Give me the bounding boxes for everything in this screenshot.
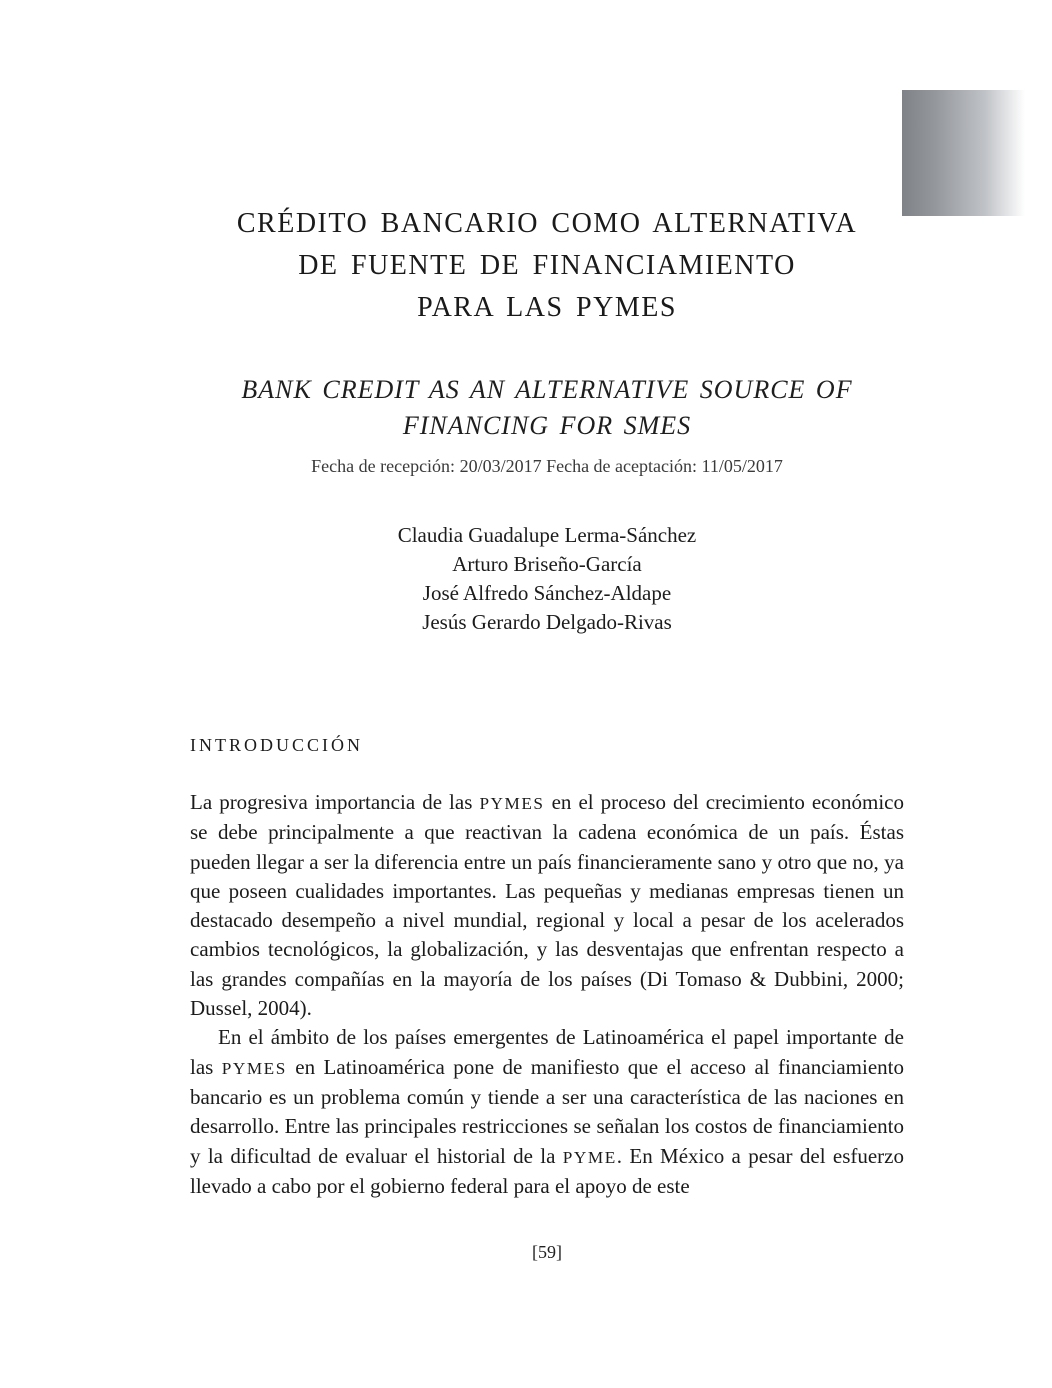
title-line-3: PARA LAS PYMES <box>417 292 677 323</box>
subtitle-line-1: BANK CREDIT AS AN ALTERNATIVE SOURCE OF <box>241 375 853 404</box>
corner-gradient-decoration <box>902 90 1052 216</box>
author-name: Arturo Briseño-García <box>452 552 642 576</box>
reception-acceptance-dates <box>190 456 904 477</box>
authors-list <box>190 521 904 637</box>
subtitle-line-2: FINANCING FOR SMES <box>402 411 692 440</box>
title-line-1: CRÉDITO BANCARIO COMO ALTERNATIVA <box>236 208 858 239</box>
article-subtitle-english <box>190 372 904 444</box>
introduction-body <box>190 788 904 1201</box>
title-line-2: DE FUENTE DE FINANCIAMIENTO <box>298 250 796 281</box>
section-heading-introduccion: INTRODUCCIÓN <box>190 735 363 755</box>
acceptance-date: 11/05/2017 <box>701 456 783 476</box>
acceptance-label: Fecha de aceptación: <box>546 456 697 476</box>
author-name: Claudia Guadalupe Lerma-Sánchez <box>397 523 697 547</box>
intro-paragraph-1: La progresiva importancia de las PYMES en el proceso del crecimiento económico se debe principalmente a que reactivan la cadena económica de un país. Éstas pueden llegar a ser la diferencia entre un país financieramente sano y otro que no, ya que poseen cualidades importantes. Las pequeñas y medianas empresas tienen un destacado desempeño a nivel mundial, regional y local a pesar de los acelerados cambios tecnológicos, la globalización, y las desventajas que enfrentan respecto a las grandes compañías en la mayoría de los países (Di Tomaso & Dubbini, 2000; Dussel, 2004). <box>190 790 904 1021</box>
author-name: José Alfredo Sánchez-Aldape <box>422 581 672 605</box>
page-number: [59] <box>532 1242 562 1262</box>
author-name: Jesús Gerardo Delgado-Rivas <box>422 610 672 634</box>
intro-paragraph-2: En el ámbito de los países emergentes de Latinoamérica el papel importante de las PYMES en Latinoamérica pone de manifiesto que el acceso al financiamiento bancario es un problema común y tiende a ser una característica de las naciones en desarrollo. Entre las principales restricciones se señalan los costos de financiamiento y la dificultad de evaluar el historial de la PYME. En México a pesar del esfuerzo llevado a cabo por el gobierno federal para el apoyo de este <box>190 1025 904 1198</box>
article-title <box>190 203 904 329</box>
reception-date: 20/03/2017 <box>459 456 542 476</box>
reception-label: Fecha de recepción: <box>311 456 456 476</box>
